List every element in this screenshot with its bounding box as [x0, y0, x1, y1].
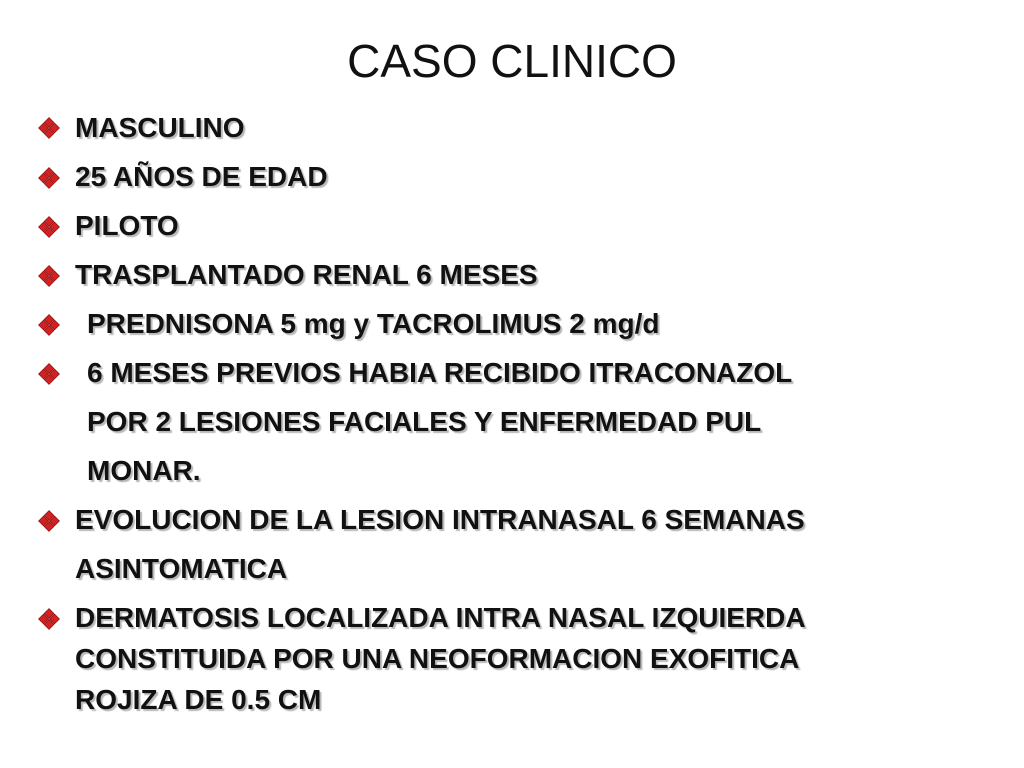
bullet-text-itraconazol: 6 MESES PREVIOS HABIA RECIBIDO ITRACONAZOL	[87, 357, 793, 388]
four-diamond-bullet-icon	[38, 608, 60, 630]
bullet-text-occupation: PILOTO	[75, 210, 179, 241]
bullet-text-age: 25 AÑOS DE EDAD	[75, 161, 328, 192]
bullet-text-dermatosis: DERMATOSIS LOCALIZADA INTRA NASAL IZQUIERDA	[75, 602, 806, 633]
bullet-text-medication: PREDNISONA 5 mg y TACROLIMUS 2 mg/d	[87, 308, 660, 339]
four-diamond-bullet-icon	[38, 510, 60, 532]
bullet-text-evolution: EVOLUCION DE LA LESION INTRANASAL 6 SEMANAS	[75, 504, 805, 535]
bullet-text-dermatosis-cont-2: ROJIZA DE 0.5 CM	[75, 684, 322, 715]
bullet-text-masculino: MASCULINO	[75, 112, 245, 143]
four-diamond-bullet-icon	[38, 167, 60, 189]
bullet-text-transplant: TRASPLANTADO RENAL 6 MESES	[75, 259, 538, 290]
four-diamond-bullet-icon	[38, 363, 60, 385]
four-diamond-bullet-icon	[38, 216, 60, 238]
slide-title: CASO CLINICO	[347, 35, 677, 87]
four-diamond-bullet-icon	[38, 117, 60, 139]
bullet-text-itraconazol-cont-2: MONAR.	[87, 455, 201, 486]
four-diamond-bullet-icon	[38, 314, 60, 336]
bullet-text-itraconazol-cont-1: POR 2 LESIONES FACIALES Y ENFERMEDAD PUL	[87, 406, 762, 437]
bullet-text-dermatosis-cont-1: CONSTITUIDA POR UNA NEOFORMACION EXOFITICA	[75, 643, 800, 674]
bullet-text-evolution-cont: ASINTOMATICA	[75, 553, 288, 584]
four-diamond-bullet-icon	[38, 265, 60, 287]
